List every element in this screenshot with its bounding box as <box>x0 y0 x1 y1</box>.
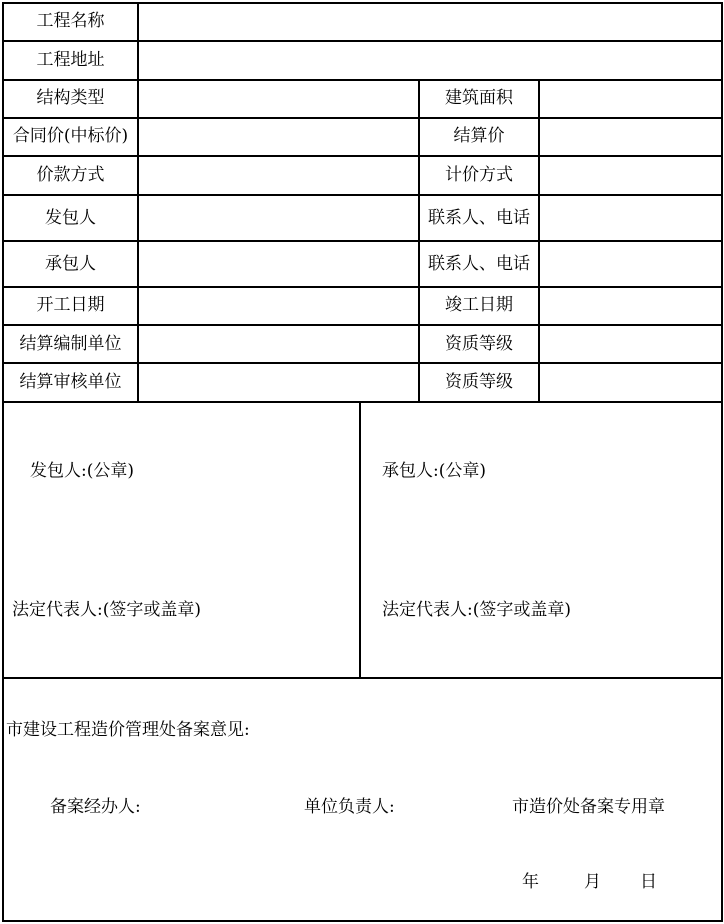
label-start-date: 开工日期 <box>36 295 105 315</box>
contract-price-field[interactable] <box>139 119 418 155</box>
filing-handler-label: 备案经办人: <box>50 797 141 817</box>
label-building-area: 建筑面积 <box>445 88 513 108</box>
date-day-label: 日 <box>640 872 657 892</box>
employer-field[interactable] <box>139 196 418 240</box>
label-contract-price: 合同价(中标价) <box>12 126 129 146</box>
label-contractor-contact: 联系人、电话 <box>428 254 530 274</box>
label-qualification-grade: 资质等级 <box>445 372 513 392</box>
label-settlement-auditor: 结算审核单位 <box>19 372 122 392</box>
start-date-field[interactable] <box>139 288 418 324</box>
date-month-label: 月 <box>584 872 601 892</box>
grid-line <box>721 2 723 922</box>
contractor-seal-label: 承包人:(公章) <box>382 461 486 481</box>
employer-legal-rep-label: 法定代表人:(签字或盖章) <box>12 600 201 620</box>
contractor-contact-field[interactable] <box>540 242 721 286</box>
grid-line <box>2 401 723 403</box>
label-settlement-price: 结算价 <box>453 126 505 146</box>
label-contractor: 承包人 <box>45 254 96 274</box>
settlement-preparer-field[interactable] <box>139 326 418 362</box>
pricing-method-field[interactable] <box>540 157 721 194</box>
label-completion-date: 竣工日期 <box>445 295 513 315</box>
completion-date-field[interactable] <box>540 288 721 324</box>
structure-type-field[interactable] <box>139 81 418 117</box>
grid-line <box>359 401 361 679</box>
project-address-field[interactable] <box>139 42 721 79</box>
preparer-grade-field[interactable] <box>540 326 721 362</box>
label-pricing-method: 计价方式 <box>445 165 513 185</box>
contractor-legal-rep-label: 法定代表人:(签字或盖章) <box>382 600 571 620</box>
label-settlement-preparer: 结算编制单位 <box>19 334 122 354</box>
employer-contact-field[interactable] <box>540 196 721 240</box>
settlement-price-field[interactable] <box>540 119 721 155</box>
contractor-field[interactable] <box>139 242 418 286</box>
label-project-name: 工程名称 <box>36 11 105 31</box>
payment-method-field[interactable] <box>139 157 418 194</box>
filing-opinion-label: 市建设工程造价管理处备案意见: <box>6 720 250 740</box>
label-project-address: 工程地址 <box>36 50 105 70</box>
settlement-auditor-field[interactable] <box>139 364 418 401</box>
filing-stamp-label: 市造价处备案专用章 <box>512 797 665 817</box>
label-structure-type: 结构类型 <box>36 88 105 108</box>
label-payment-method: 价款方式 <box>36 165 105 185</box>
grid-line <box>2 920 723 922</box>
label-employer-contact: 联系人、电话 <box>428 208 530 228</box>
label-qualification-grade: 资质等级 <box>445 334 513 354</box>
building-area-field[interactable] <box>540 81 721 117</box>
label-employer: 发包人 <box>45 208 96 228</box>
project-name-field[interactable] <box>139 4 721 40</box>
employer-seal-label: 发包人:(公章) <box>30 461 134 481</box>
auditor-grade-field[interactable] <box>540 364 721 401</box>
unit-responsible-label: 单位负责人: <box>304 797 395 817</box>
grid-line <box>2 677 723 679</box>
date-year-label: 年 <box>522 872 539 892</box>
